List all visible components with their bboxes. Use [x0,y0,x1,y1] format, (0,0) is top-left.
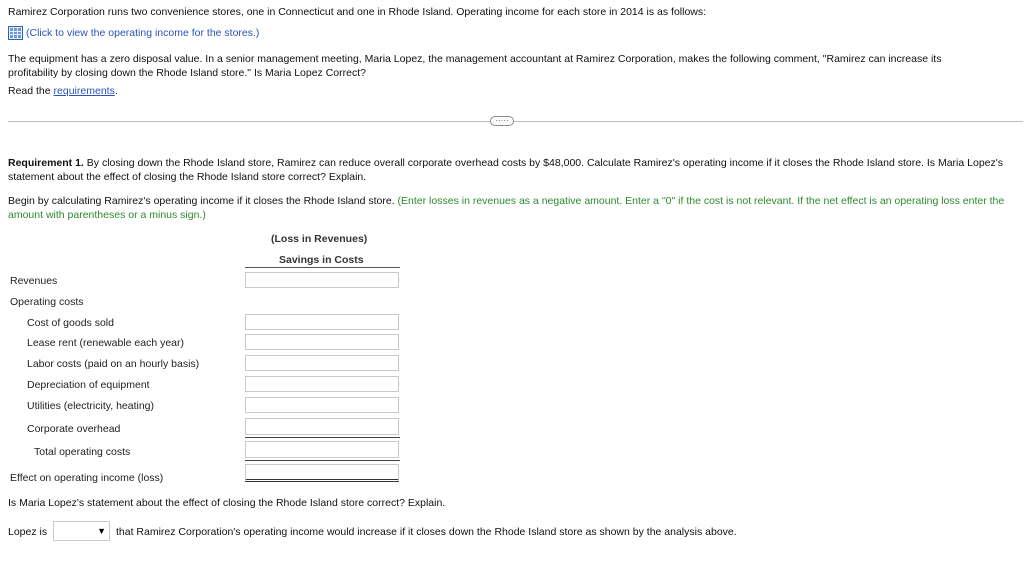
question-text: Is Maria Lopez's statement about the effect of closing the Rhode Island store correct? Explain. [8,497,446,509]
requirement-1-text [8,156,1008,184]
instructions-hint: (Enter losses in revenues as a negative amount. Enter a "0" if the cost is not relevant. If the net effect is an operating loss enter the amount with parentheses or a minus sign.) [8,195,1005,221]
dropdown-arrow-icon[interactable]: ▼ [97,526,106,536]
row-label-lease: Lease rent (renewable each year) [27,337,185,349]
depreciation-input[interactable] [245,376,399,392]
lopez-suffix: that Ramirez Corporation's operating income would increase if it closes down the Rhode Island store as shown by the analysis above. [116,526,737,538]
column-header-savings: Savings in Costs [279,254,364,266]
requirement-title: Requirement 1. [8,157,84,169]
view-operating-income-link[interactable]: (Click to view the operating income for the stores.) [26,27,260,39]
read-requirements-line [8,85,118,97]
instructions [8,194,1020,222]
revenues-input[interactable] [245,272,399,288]
effect-on-operating-income-input[interactable] [245,464,399,482]
overhead-total-line [245,437,400,438]
row-label-overhead: Corporate overhead [27,423,121,435]
row-label-labor: Labor costs (paid on an hourly basis) [27,358,200,370]
section-divider [8,121,1023,122]
header-underline [245,267,400,268]
read-prefix: Read the [8,85,54,97]
overhead-input[interactable] [245,418,399,435]
lopez-prefix: Lopez is [8,526,48,538]
requirements-link[interactable]: requirements [53,85,115,97]
expand-ellipsis-button[interactable]: ····· [490,116,514,126]
row-label-operating-costs: Operating costs [10,296,84,308]
requirement-body: By closing down the Rhode Island store, Ramirez can reduce overall corporate overhead costs by $48,000. Calculate Ramirez's operating income if it closes the Rhode Island store. Is Maria Lopez's statement about the effect of closing the Rhode Island store correct? Explain. [8,157,1004,183]
instructions-text: Begin by calculating Ramirez's operating income if it closes the Rhode Island store. [8,195,398,207]
utilities-input[interactable] [245,397,399,413]
row-label-utilities: Utilities (electricity, heating) [27,400,155,412]
intro-text: Ramirez Corporation runs two convenience stores, one in Connecticut and one in Rhode Island. Operating income for each store in 2014 is as follows: [8,6,707,18]
problem-paragraph: The equipment has a zero disposal value. In a senior management meeting, Maria Lopez, the management accountant at Ramirez Corporation, makes the following comment, "Ramirez can increase its profitability by closing down the Rhode Island store." Is Maria Lopez Correct? [8,53,942,79]
cogs-input[interactable] [245,314,399,330]
read-suffix: . [114,85,118,97]
row-label-effect: Effect on operating income (loss) [10,472,164,484]
row-label-total-operating-costs: Total operating costs [34,446,131,458]
lease-input[interactable] [245,334,399,350]
total-operating-costs-input[interactable] [245,441,399,458]
lopez-correctness-select[interactable] [53,521,110,541]
row-label-cogs: Cost of goods sold [27,317,114,329]
row-label-revenues: Revenues [10,275,58,287]
table-icon[interactable] [8,26,23,40]
total-costs-line [245,460,400,461]
labor-input[interactable] [245,355,399,371]
row-label-depreciation: Depreciation of equipment [27,379,150,391]
column-header-loss: (Loss in Revenues) [271,233,368,245]
